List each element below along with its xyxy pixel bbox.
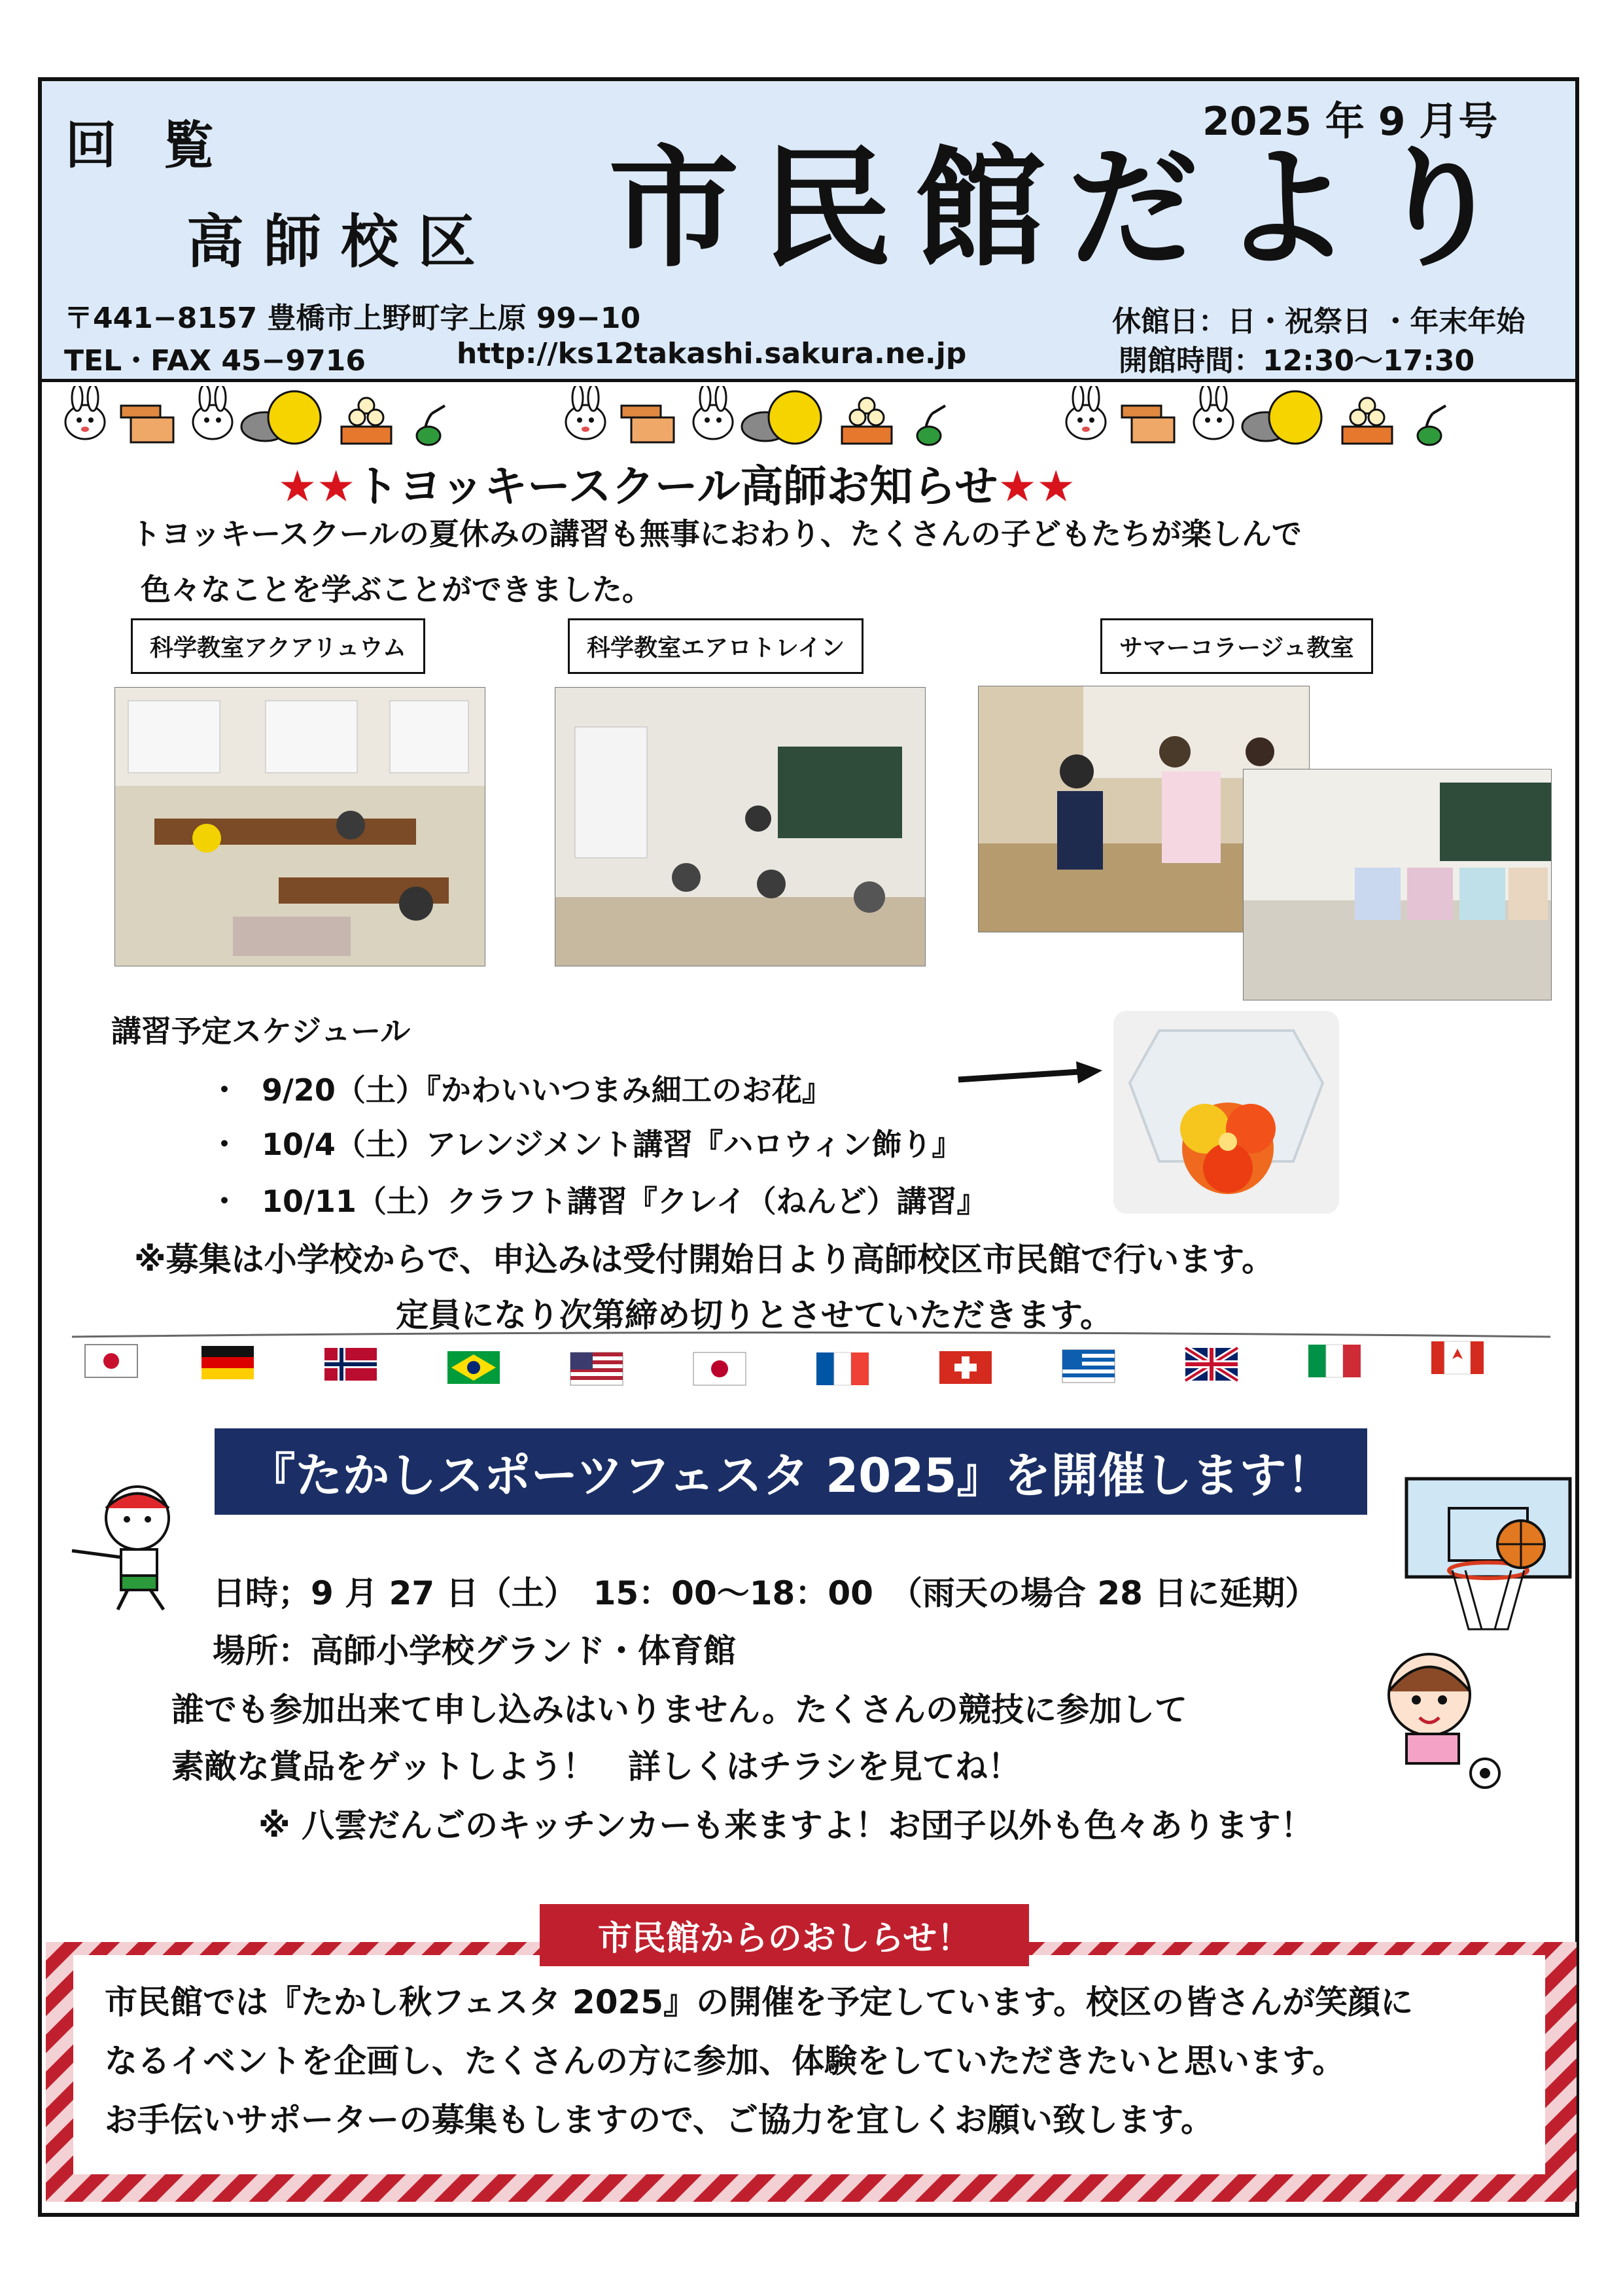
collage-class-photo-2	[1243, 769, 1552, 1000]
photo-label-summer-collage: サマーコラージュ教室	[1100, 618, 1373, 674]
school-district: 高師校区	[186, 208, 496, 275]
uk-flag-icon	[1185, 1348, 1238, 1381]
circulation-label: 回 覧	[65, 116, 229, 175]
pampas-grass-icon	[417, 406, 445, 445]
france-flag-icon	[816, 1352, 869, 1385]
rabbit-icon	[193, 386, 232, 439]
festa-description-1: 誰でも参加出来て申し込みはいりません。たくさんの競技に参加して	[171, 1691, 1187, 1729]
schedule-bullet: ・	[209, 1072, 239, 1108]
tsukimi-decoration-border	[59, 386, 1557, 448]
registration-notice-1: ※募集は小学校からで、申込みは受付開始日より高師校区市民館で行います。	[134, 1241, 1275, 1279]
tel-fax: TEL・FAX 45−9716	[64, 344, 366, 378]
full-moon-icon	[241, 391, 321, 444]
basketball-hoop-icon	[1400, 1472, 1577, 1636]
festa-kitchen-car-note: ※ 八雲だんごのキッチンカーも来ますよ！お団子以外も色々あります！	[258, 1807, 1314, 1845]
italy-flag-icon	[1308, 1345, 1361, 1377]
brazil-flag-icon	[447, 1351, 500, 1384]
arrow-right-icon	[955, 1059, 1106, 1091]
notice-line-2: なるイベントを企画し、たくさんの方に参加、体験をしていただきたいと思います。	[105, 2042, 1345, 2080]
tsumami-flower-photo	[1113, 1011, 1339, 1214]
intro-line-1: トヨッキースクールの夏休みの講習も無事におわり、たくさんの子どもたちが楽しんで	[131, 516, 1302, 552]
intro-line-2: 色々なことを学ぶことができました。	[141, 572, 652, 607]
child-playing-soccer-illustration	[1361, 1642, 1511, 1793]
usa-flag-icon	[570, 1352, 623, 1385]
rabbit-pounding-mochi-icon	[121, 406, 173, 442]
aero-train-class-photo	[555, 687, 926, 966]
korea-flag-icon	[85, 1345, 137, 1377]
photo-label-aquarium: 科学教室アクアリュウム	[131, 618, 425, 674]
notice-line-3: お手伝いサポーターの募集もしますので、ご協力を宜しくお願い致します。	[105, 2101, 1213, 2139]
festa-datetime: 日時；9 月 27 日（土） 15：00〜18：00 （雨天の場合 28 日に延期）	[213, 1574, 1318, 1612]
schedule-item-3: 10/11（土）クラフト講習『クレイ（ねんど）講習』	[262, 1184, 987, 1219]
festa-description-2: 素敵な賞品をゲットしよう！ 詳しくはチラシを見てね！	[171, 1748, 1021, 1786]
norway-flag-icon	[324, 1348, 377, 1381]
rabbit-icon	[65, 386, 105, 439]
canada-flag-icon	[1431, 1341, 1484, 1374]
japan-flag-icon	[693, 1352, 746, 1385]
newsletter-title: 市民館だより	[608, 133, 1527, 285]
germany-flag-icon	[201, 1346, 254, 1379]
address: 〒441−8157 豊橋市上野町字上原 99−10	[64, 302, 641, 335]
notice-tab: 市民館からのおしらせ！	[540, 1904, 1029, 1966]
sports-festa-banner: 『たかしスポーツフェスタ 2025』を開催します！	[215, 1428, 1367, 1515]
registration-notice-2: 定員になり次第締め切りとさせていただきます。	[396, 1296, 1113, 1334]
notice-line-1: 市民館では『たかし秋フェスタ 2025』の開催を予定しています。校区の皆さんが笑顔に	[105, 1983, 1414, 2021]
greece-flag-icon	[1062, 1350, 1115, 1383]
issue-date: 2025 年 9 月号	[1202, 99, 1498, 145]
photo-label-aero-train: 科学教室エアロトレイン	[568, 618, 864, 674]
schedule-bullet: ・	[209, 1184, 239, 1219]
schedule-title: 講習予定スケジュール	[111, 1014, 411, 1049]
open-hours: 開館時間：12:30〜17:30	[1119, 344, 1475, 378]
aquarium-class-photo	[114, 687, 485, 966]
festa-place: 場所：高師小学校グランド・体育館	[213, 1632, 736, 1670]
child-running-illustration	[59, 1472, 209, 1616]
dango-offering-icon	[341, 398, 391, 444]
schedule-bullet: ・	[209, 1127, 239, 1162]
closed-days: 休館日：日・祝祭日 ・年末年始	[1112, 305, 1526, 338]
flag-bunting-decoration	[72, 1332, 1550, 1404]
school-news-title: ★★トヨッキースクール高師お知らせ★★	[278, 461, 1075, 512]
website-link[interactable]: http://ks12takashi.sakura.ne.jp	[457, 337, 967, 370]
switzerland-flag-icon	[939, 1351, 992, 1384]
schedule-item-2: 10/4（土）アレンジメント講習『ハロウィン飾り』	[262, 1127, 962, 1162]
schedule-item-1: 9/20（土）『かわいいつまみ細工のお花』	[262, 1072, 832, 1108]
